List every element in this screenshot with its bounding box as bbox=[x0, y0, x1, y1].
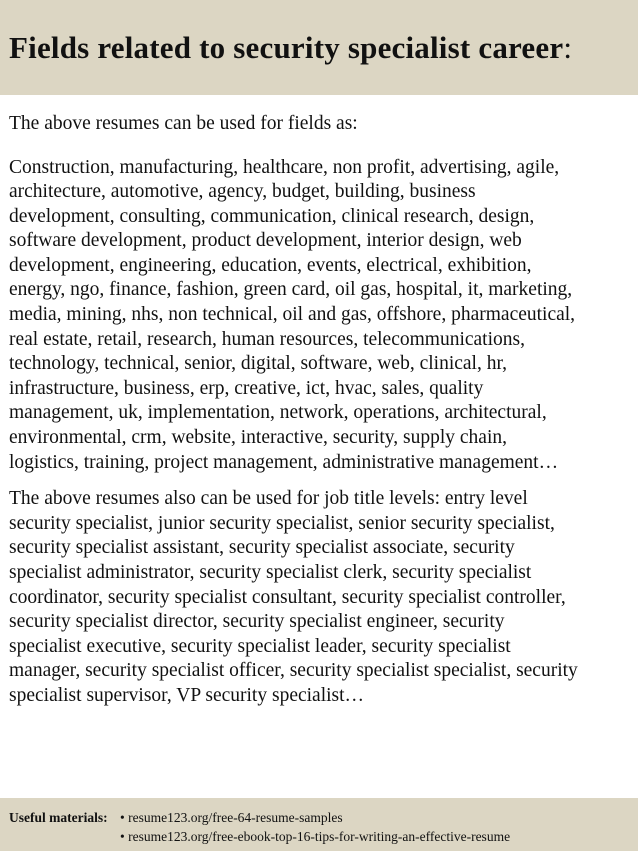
fields-line: energy, ngo, finance, fashion, green card, oil gas, hospital, it, marketing, bbox=[9, 279, 573, 301]
job-levels-line: specialist administrator, security specialist clerk, security specialist bbox=[9, 562, 532, 583]
job-levels-paragraph bbox=[9, 487, 634, 708]
fields-paragraph bbox=[9, 156, 634, 476]
job-levels-line: specialist supervisor, VP security specialist… bbox=[9, 684, 365, 706]
job-levels-line: security specialist assistant, security specialist associate, security bbox=[9, 537, 515, 559]
footer-row bbox=[9, 827, 638, 846]
intro-text: The above resumes can be used for fields as: bbox=[9, 113, 358, 134]
fields-line: real estate, retail, research, human resources, telecommunications, bbox=[9, 328, 525, 350]
fields-line: technology, technical, senior, digital, software, web, clinical, hr, bbox=[9, 353, 508, 375]
footer-bar bbox=[0, 798, 638, 851]
title-bar bbox=[0, 0, 638, 95]
fields-line: architecture, automotive, agency, budget, building, business bbox=[9, 181, 476, 203]
fields-line: logistics, training, project management, administrative management… bbox=[9, 451, 559, 473]
footer-label-text: Useful materials bbox=[9, 810, 104, 825]
fields-line: software development, product development, interior design, web bbox=[9, 230, 522, 252]
fields-line: media, mining, nhs, non technical, oil and gas, offshore, pharmaceutical, bbox=[9, 304, 576, 326]
fields-line: Construction, manufacturing, healthcare, non profit, advertising, agile, bbox=[9, 156, 560, 178]
fields-line: management, uk, implementation, network, operations, architectural, bbox=[9, 402, 547, 424]
page-title bbox=[9, 30, 638, 66]
footer-row bbox=[9, 808, 638, 827]
page-title-text: Fields related to security specialist career bbox=[9, 30, 564, 65]
fields-line: development, engineering, education, events, electrical, exhibition, bbox=[9, 254, 532, 276]
job-levels-line: security specialist director, security specialist engineer, security bbox=[9, 611, 505, 633]
fields-line: infrastructure, business, erp, creative, ict, hvac, sales, quality bbox=[9, 377, 484, 399]
job-levels-line: specialist executive, security specialist leader, security specialist bbox=[9, 635, 511, 657]
footer-link[interactable]: • resume123.org/free-64-resume-samples bbox=[120, 810, 343, 825]
job-levels-line: manager, security specialist officer, security specialist specialist, security bbox=[9, 660, 578, 682]
fields-line: development, consulting, communication, clinical research, design, bbox=[9, 205, 535, 227]
job-levels-line: coordinator, security specialist consultant, security specialist controller, bbox=[9, 586, 566, 608]
job-levels-line: The above resumes also can be used for job title levels: entry level bbox=[9, 488, 528, 510]
content bbox=[9, 112, 634, 709]
footer-link[interactable]: • resume123.org/free-ebook-top-16-tips-for-writing-an-effective-resume bbox=[120, 829, 511, 844]
footer-label bbox=[9, 808, 120, 827]
fields-line: environmental, crm, website, interactive, security, supply chain, bbox=[9, 427, 507, 449]
job-levels-line: security specialist, junior security specialist, senior security specialist, bbox=[9, 512, 555, 534]
page-title-colon: : bbox=[563, 30, 573, 65]
footer-label-colon: : bbox=[103, 810, 108, 825]
